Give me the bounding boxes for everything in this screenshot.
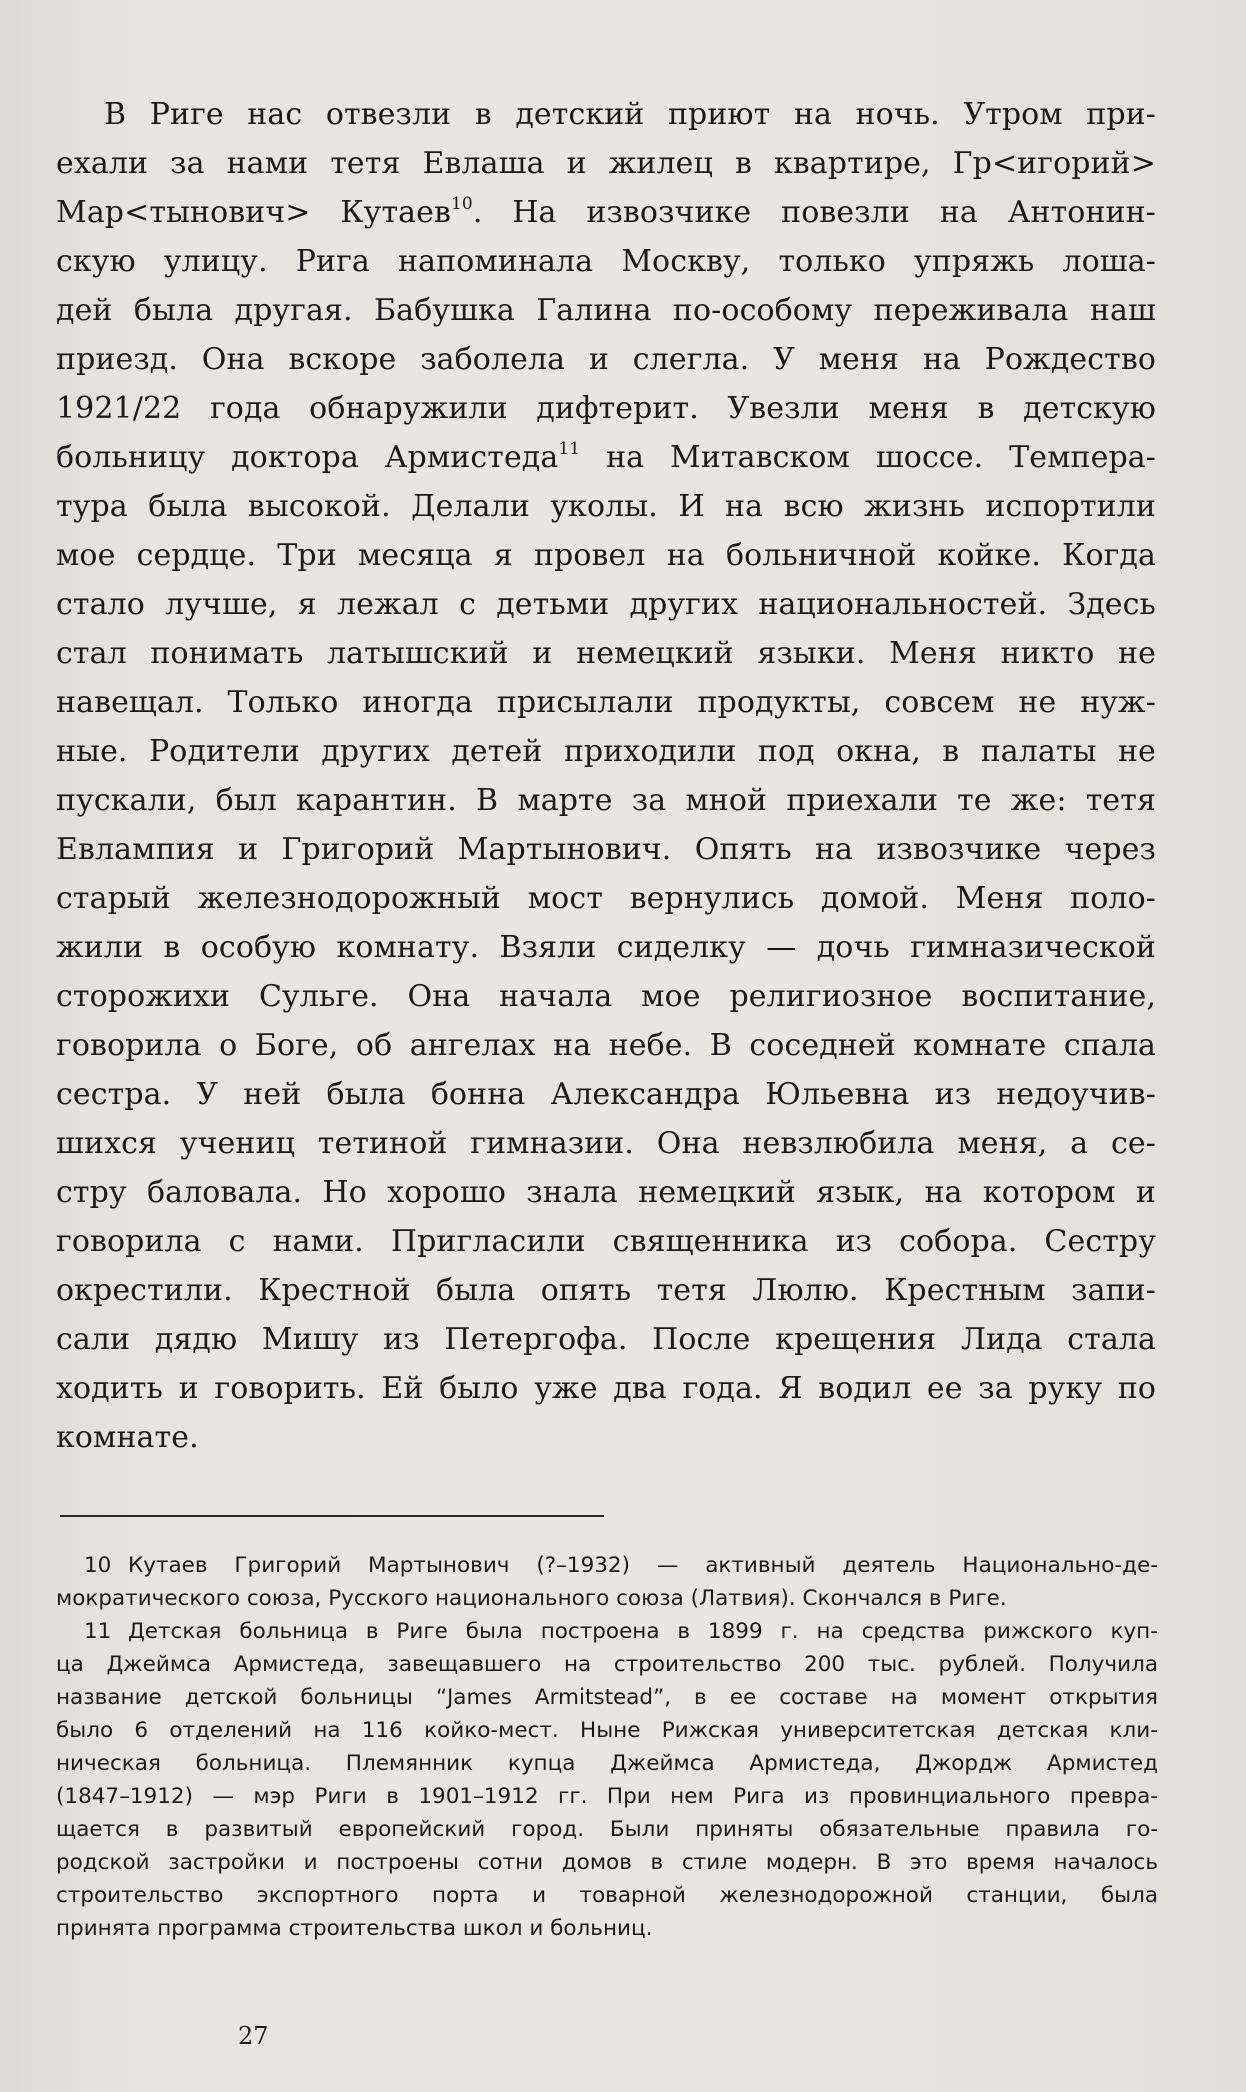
- text-line: пускали, был карантин. В марте за мной приехали те же: тетя: [56, 783, 1156, 818]
- text-line: сестра. У ней была бонна Александра Юльевна из недоучив-: [56, 1077, 1156, 1112]
- text-line: В Риге нас отвезли в детский приют на ночь. Утром при-: [104, 97, 1156, 132]
- footnote-divider: [60, 1515, 604, 1517]
- text-line: шихся учениц тетиной гимназии. Она невзлюбила меня, а се-: [56, 1126, 1156, 1161]
- text-line: сторожихи Сульге. Она начала мое религиозное воспитание,: [56, 979, 1156, 1014]
- text-line: [56, 433, 1156, 482]
- text-line: 1921/22 года обнаружили дифтерит. Увезли меня в детскую: [56, 391, 1156, 426]
- text-fragment: Мар<тынович> Кутаев: [56, 195, 451, 230]
- text-line: тура была высокой. Делали уколы. И на всю жизнь испортили: [56, 489, 1156, 524]
- text-line: мое сердце. Три месяца я провел на больничной койке. Когда: [56, 538, 1156, 573]
- footnote-line: ническая больница. Племянник купца Джеймса Армистеда, Джордж Армистед: [56, 1751, 1158, 1776]
- text-line: стал понимать латышский и немецкий языки. Меня никто не: [56, 636, 1156, 671]
- footnote-line: [56, 1615, 1158, 1648]
- text-line: окрестили. Крестной была опять тетя Люлю. Крестным запи-: [56, 1273, 1156, 1308]
- text-line: дей была другая. Бабушка Галина по-особому переживала наш: [56, 293, 1156, 328]
- text-line: говорила о Боге, об ангелах на небе. В соседней комнате спала: [56, 1028, 1156, 1063]
- text-line: сали дядю Мишу из Петергофа. После крещения Лида стала: [56, 1322, 1156, 1357]
- footnote-text: Кутаев Григорий Мартынович (?–1932) — активный деятель Национально-де-: [128, 1553, 1158, 1578]
- footnote-number: 10: [84, 1553, 112, 1578]
- footnote-line: мократического союза, Русского национального союза (Латвия). Скончался в Риге.: [56, 1586, 1007, 1611]
- text-line: приезд. Она вскоре заболела и слегла. У меня на Рождество: [56, 342, 1156, 377]
- text-line: говорила с нами. Пригласили священника из собора. Сестру: [56, 1224, 1156, 1259]
- footnote-line: родской застройки и построены сотни домов в стиле модерн. В это время началось: [56, 1850, 1158, 1875]
- footnote-line: было 6 отделений на 116 койко-мест. Ныне Рижская университетская детская кли-: [56, 1718, 1158, 1743]
- footnote-10: [56, 1549, 1158, 1615]
- text-line: жили в особую комнату. Взяли сиделку — дочь гимназической: [56, 930, 1156, 965]
- footnote-line: [56, 1549, 1158, 1582]
- text-line: навещал. Только иногда присылали продукты, совсем не нуж-: [56, 685, 1156, 720]
- text-line: Евлампия и Григорий Мартынович. Опять на извозчике через: [56, 832, 1156, 867]
- text-line: ные. Родители других детей приходили под окна, в палаты не: [56, 734, 1156, 769]
- footnote-line: щается в развитый европейский город. Были приняты обязательные правила го-: [56, 1817, 1158, 1842]
- text-line: ехали за нами тетя Евлаша и жилец в квартире, Гр<игорий>: [56, 146, 1156, 181]
- footnote-number: 11: [84, 1619, 112, 1644]
- footnote-line: принята программа строительства школ и больниц.: [56, 1916, 653, 1941]
- text-fragment: . На извозчике повезли на Антонин-: [472, 195, 1156, 230]
- footnote-text: Детская больница в Риге была построена в 1899 г. на средства рижского куп-: [128, 1619, 1158, 1644]
- footnote-line: строительство экспортного порта и товарной железнодорожной станции, была: [56, 1883, 1158, 1908]
- text-fragment: больницу доктора Армистеда: [56, 440, 559, 475]
- text-line: [56, 188, 1156, 237]
- main-paragraph: [56, 90, 1156, 1462]
- footnote-11: [56, 1615, 1158, 1945]
- footnote-line: ца Джеймса Армистеда, завещавшего на строительство 200 тыс. рублей. Получила: [56, 1652, 1158, 1677]
- text-line: стало лучше, я лежал с детьми других национальностей. Здесь: [56, 587, 1156, 622]
- text-line: стру баловала. Но хорошо знала немецкий язык, на котором и: [56, 1175, 1156, 1210]
- footnotes: [56, 1549, 1158, 1945]
- footnote-line: название детской больницы “James Armitstead”, в ее составе на момент открытия: [56, 1685, 1158, 1710]
- footnote-ref-10[interactable]: 10: [450, 194, 473, 214]
- text-line: скую улицу. Рига напоминала Москву, только упряжь лоша-: [56, 244, 1156, 279]
- text-line: старый железнодорожный мост вернулись домой. Меня поло-: [56, 881, 1156, 916]
- text-line: комнате.: [56, 1420, 199, 1455]
- footnote-line: (1847–1912) — мэр Риги в 1901–1912 гг. При нем Рига из провинциального превра-: [56, 1784, 1158, 1809]
- text-fragment: на Митавском шоссе. Темпера-: [580, 440, 1156, 475]
- footnote-ref-11[interactable]: 11: [558, 439, 581, 459]
- text-line: ходить и говорить. Ей было уже два года. Я водил ее за руку по: [56, 1371, 1156, 1406]
- page-number: 27: [238, 2022, 269, 2050]
